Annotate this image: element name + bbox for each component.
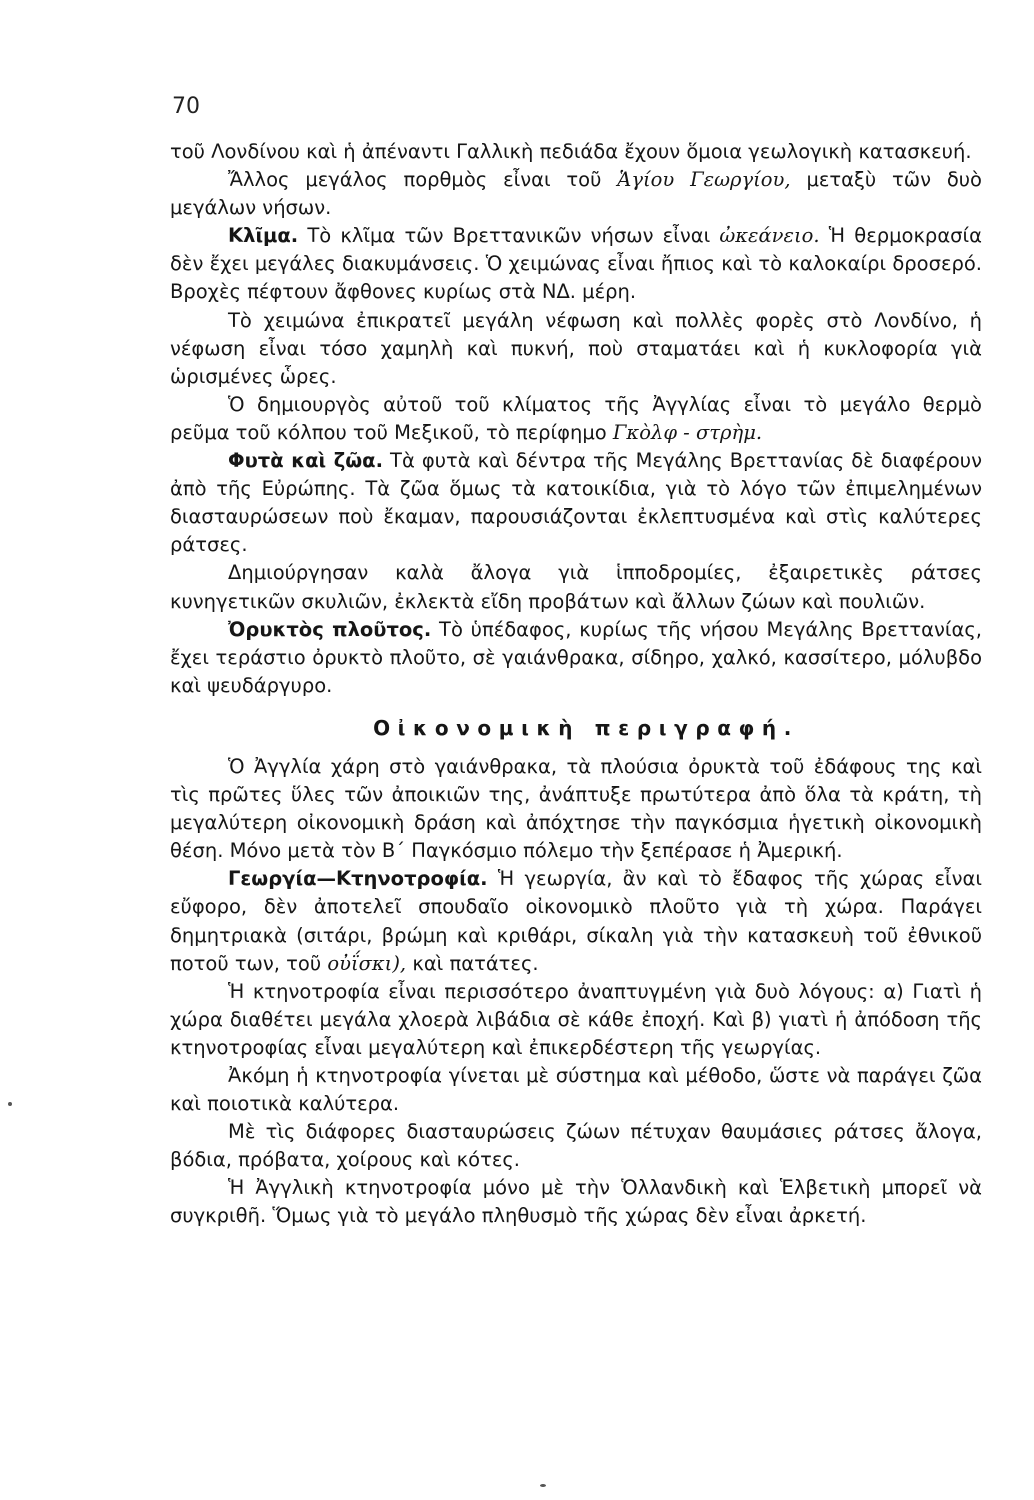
page-number: 70 xyxy=(172,94,200,119)
paragraph-london-geology: τοῦ Λονδίνου καὶ ἡ ἀπέναντι Γαλλικὴ πεδιάδα ἔχουν ὅμοια γεωλογικὴ κατασκευή. xyxy=(170,140,972,163)
gulf-stream-name: Γκὸλφ - στρὴμ. xyxy=(612,420,763,444)
ink-fleck xyxy=(540,1484,546,1487)
section-title: Οἰκονομικὴ περιγραφή. xyxy=(373,715,799,740)
paragraph-livestock-reasons: Ἡ κτηνοτροφία εἶναι περισσότερο ἀναπτυγμένη γιὰ δυὸ λόγους: α) Γιατὶ ἡ χώρα διαθέτει μεγάλα χλοερὰ λιβάδια σὲ κάθε ἐποχή. Καὶ β) γιατὶ ἡ ἀπόδοση τῆς κτηνοτροφίας εἶναι μεγαλύτερη καὶ ἐπικερδέστερη τῆς γεωργίας. xyxy=(170,979,982,1059)
paragraph-fog: Τὸ χειμώνα ἐπικρατεῖ μεγάλη νέφωση καὶ πολλὲς φορὲς στὸ Λονδίνο, ἡ νέφωση εἶναι τόσο χαμηλὴ καὶ πυκνή, ποὺ σταματάει καὶ ἡ κυκλοφορία γιὰ ὡρισμένες ὧρες. xyxy=(170,308,982,388)
ink-fleck xyxy=(8,1102,12,1106)
body-text xyxy=(170,138,982,1231)
heading-plants-animals: Φυτὰ καὶ ζῶα. xyxy=(228,449,383,473)
paragraph-climate: Κλῖμα. Τὸ κλῖμα τῶν Βρεττανικῶν νήσων εἶναι ὠκεάνειο. Ἡ θερμοκρασία δὲν ἔχει μεγάλες διακυμάνσεις. Ὁ χειμώνας εἶναι ἤπιος καὶ τὸ καλοκαίρι δροσερό. Βροχὲς πέφτουν ἄφθονες κυρίως στὰ ΝΔ. μέρη. xyxy=(170,224,982,304)
climate-type: ὠκεάνειο. xyxy=(719,224,820,248)
paragraph-livestock-method: Ἀκόμη ἡ κτηνοτροφία γίνεται μὲ σύστημα καὶ μέθοδο, ὥστε νὰ παράγει ζῶα καὶ ποιοτικὰ καλύτερα. xyxy=(170,1064,982,1116)
place-name: Ἁγίου Γεωργίου, xyxy=(617,168,791,192)
paragraph-economy: Ὁ Ἀγγλία χάρη στὸ γαιάνθρακα, τὰ πλούσια ὀρυκτὰ τοῦ ἐδάφους της καὶ τὶς πρῶτες ὕλες τῶν ἀποικιῶν της, ἀνάπτυξε πρωτύτερα ἀπὸ ὅλα τὰ κράτη, τὴ μεγαλύτερη οἰκονομικὴ δράση καὶ ἀπόχτησε τὴν παγκόσμια ἡγετικὴ οἰκονομικὴ θέση. Μόνο μετὰ τὸν Β΄ Παγκόσμιο πόλεμο τὴν ξεπέρασε ἡ Ἀμερική. xyxy=(170,754,982,863)
whisky-word: οὐΐσκι), xyxy=(327,951,407,975)
paragraph-agriculture: Γεωργία—Κτηνοτροφία. Ἡ γεωργία, ἂν καὶ τὸ ἔδαφος τῆς χώρας εἶναι εὔφορο, δὲν ἀποτελεῖ σπουδαῖο οἰκονομικὸ πλοῦτο γιὰ τὴ χώρα. Παράγει δημητριακὰ (σιτάρι, βρώμη καὶ κριθάρι, σίκαλη γιὰ τὴν κατασκευὴ τοῦ ἐθνικοῦ ποτοῦ των, τοῦ οὐΐσκι), καὶ πατάτες. xyxy=(170,867,982,975)
paragraph-gulf-stream: Ὁ δημιουργὸς αὐτοῦ τοῦ κλίματος τῆς Ἀγγλίας εἶναι τὸ μεγάλο θερμὸ ρεῦμα τοῦ κόλπου τοῦ Μεξικοῦ, τὸ περίφημο Γκὸλφ - στρὴμ. xyxy=(170,392,982,444)
paragraph-comparison: Ἡ Ἀγγλικὴ κτηνοτροφία μόνο μὲ τὴν Ὁλλανδικὴ καὶ Ἑλβετικὴ μπορεῖ νὰ συγκριθῆ. Ὅμως γιὰ τὸ μεγάλο πληθυσμὸ τῆς χώρας δὲν εἶναι ἀρκετή. xyxy=(170,1176,982,1228)
paragraph-mineral-wealth: Ὀρυκτὸς πλοῦτος. Τὸ ὑπέδαφος, κυρίως τῆς νήσου Μεγάλης Βρεττανίας, ἔχει τεράστιο ὀρυκτὸ πλοῦτο, σὲ γαιάνθρακα, σίδηρο, χαλκό, κασσίτερο, μόλυβδο καὶ ψευδάργυρο. xyxy=(170,617,982,697)
paragraph-saint-george-strait: Ἄλλος μεγάλος πορθμὸς εἶναι τοῦ Ἁγίου Γεωργίου, μεταξὺ τῶν δυὸ μεγάλων νήσων. xyxy=(170,168,982,220)
heading-climate: Κλῖμα. xyxy=(228,224,299,248)
heading-mineral-wealth: Ὀρυκτὸς πλοῦτος. xyxy=(228,617,432,641)
paragraph-crossbreeding: Μὲ τὶς διάφορες διασταυρώσεις ζώων πέτυχαν θαυμάσιες ράτσες ἄλογα, βόδια, πρόβατα, χοίρους καὶ κότες. xyxy=(170,1120,982,1172)
paragraph-breeds: Δημιούργησαν καλὰ ἄλογα γιὰ ἱπποδρομίες, ἐξαιρετικὲς ράτσες κυνηγετικῶν σκυλιῶν, ἐκλεκτὰ εἴδη προβάτων καὶ ἄλλων ζώων καὶ πουλιῶν. xyxy=(170,561,982,613)
heading-agriculture: Γεωργία—Κτηνοτροφία. xyxy=(228,867,488,891)
paragraph-plants-animals: Φυτὰ καὶ ζῶα. Τὰ φυτὰ καὶ δέντρα τῆς Μεγάλης Βρεττανίας δὲ διαφέρουν ἀπὸ τῆς Εὐρώπης. Τὰ ζῶα ὅμως τὰ κατοικίδια, γιὰ τὸ λόγο τῶν ἐπιμελημένων διασταυρώσεων ποὺ ἔκαμαν, παρουσιάζονται ἐκλεπτυσμένα καὶ στὶς καλύτερες ράτσες. xyxy=(170,449,982,557)
